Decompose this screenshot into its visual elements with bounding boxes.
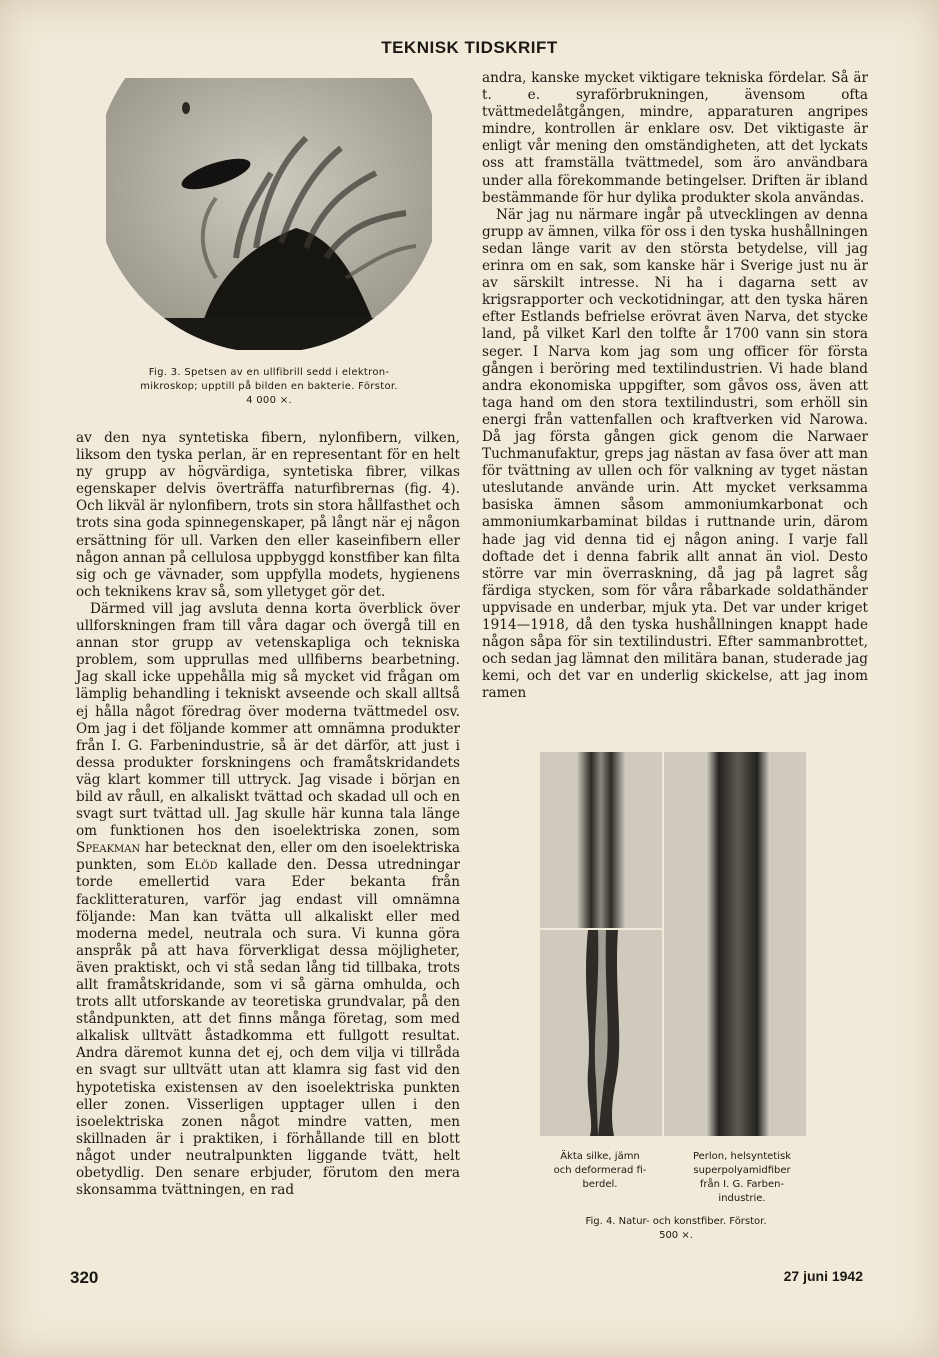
- left-column: [76, 430, 460, 1199]
- figure-3-caption-line: mikroskop; upptill på bilden en bakterie. Förstor.: [140, 381, 398, 392]
- author-name-speakman: Speakman: [76, 840, 141, 857]
- figure-4-silk-caption: [536, 1150, 664, 1192]
- figure-3-caption-line: 4 000 ×.: [246, 395, 292, 406]
- paragraph: andra, kanske mycket viktigare tekniska fördelar. Så är t. e. syraförbrukningen, ävensom ofta tvättmedelåtgången, mindre, apparaturen angripes mindre, kontrollen är enklare osv. Det viktigaste är enligt vår mening den omständigheten, att det lyckats oss att framställa tvättmedel, som äro användbara under alla förekommande betingelser. Driften är ibland bestämmande för hur dylika produkter skola användas.: [482, 70, 868, 206]
- figure-3-caption-line: Fig. 3. Spetsen av en ullfibrill sedd i elektron-: [148, 367, 390, 378]
- paragraph: När jag nu närmare ingår på utvecklingen av denna grupp av ämnen, vilka för oss i den tyska hushållningen sedan länge varit av den största betydelse, vill jag erinra om en sak, som kanske här i Sverige just nu är av särskilt intresse. Ni ha i dagarna sett av krigsrapporter och veckotidningar, att den tyska hären efter Estlands befrielse erövrat även Narva, det stycke land, på vilket Karl den tolfte år 1700 vann sin stora seger. I Narva kom jag som ung officer för första gången i beröring med textilindustrien. Vi hade bland andra ekonomiska uppgifter, som gåvos oss, även att taga hand om den stora textilindustri, som erhöll sin energi från vattenfallen och kraftverken vid Narowa. Då jag första gången gick genom die Narwaer Tuchmanufaktur, greps jag nästan av fasa över att man för tvättning av ullen och för valkning av tyget nästan uteslutande använde urin. Att mycket verksamma basiska ämnen såsom ammoniumkarbonat och ammoniumkarbaminat bildas i ruttnande urin, därom hade jag vid denna tid ej någon aning. I varje fall doftade det i denna fabrik allt annat än viol. Desto större var min överraskning, då jag på lagret såg färdiga stycken, som för våra råbarkade soldathänder uppvisade en underbar, mjuk yta. Det var under kriget 1914—1918, då den tyska hushållningen knappt hade någon såpa för sin textilindustri. Efter sammanbrottet, och sedan jag lämnat den militära banan, studerade jag kemi, och det var en underlig skickelse, att jag inom ramen: [482, 206, 868, 702]
- figure-4-silk-even-photo: [540, 752, 662, 928]
- caption-line: superpolyamidfiber: [693, 1165, 791, 1176]
- caption-line: Äkta silke, jämn: [560, 1151, 640, 1162]
- issue-date: 27 juni 1942: [783, 1268, 863, 1284]
- figure-4-perlon-caption: [672, 1150, 812, 1206]
- caption-line: berdel.: [582, 1179, 618, 1190]
- figure-4-perlon-photo: [664, 752, 806, 1136]
- figure-4-silk-deformed-photo: [540, 930, 662, 1136]
- caption-line: 500 ×.: [659, 1230, 693, 1241]
- caption-line: industrie.: [718, 1193, 766, 1204]
- paragraph-text: kallade den. Dessa utredningar torde emellertid vara Eder bekanta från facklitteraturen, varför jag endast vill omnämna följande: Man kan tvätta ull alkaliskt eller med moderna medel, neutrala och sura. Vi kunna göra anspråk på att hava förverkligat dessa möjligheter, även praktiskt, och vi stå sedan lång tid tillbaka, trots allt framåtskridande, som vi så gärna omhulda, och trots allt utforskande av teoretiska grundvalar, på den ståndpunkten, att det finns många företag, som med alkalisk ulltvätt åstadkomma ett fullgott resultat. Andra däremot kunna det ej, och dem vilja vi tillråda en svagt sur ulltvätt utan att klamra sig fast vid den hypotetiska existensen av den isoelektriska punkten eller zonen. Visserligen upptager ullen i den isoelektriska zonen något mindre vatten, men skillnaden är i praktiken, i förhållande till en blott något under neutralpunkten liggande tvätt, helt obetydlig. Den senare erbjuder, förutom den mera skonsamma tvättningen, en rad: [76, 857, 460, 1199]
- paragraph-text: Därmed vill jag avsluta denna korta överblick över ullforskningen fram till våra dagar och övergå till en annan stor grupp av vetenskapliga och tekniska problem, som upprullas med ullfiberns bearbetning. Jag skall icke uppehålla mig så mycket vid frågan om lämplig behandling i tekniskt avseende och skall alltså ej hålla något föredrag över moderna tvättmedel osv. Om jag i det följande kommer att omnämna produkter från I. G. Farbenindustrie, så är det därför, att just i dessa produkter forskningens och framåtskridandets väg klart kommer till uttryck. Jag visade i början en bild av råull, en alkaliskt tvättad och skadad ull och en svagt surt tvättad ull. Jag skulle här kunna tala länge om funktionen hos den isoelektriska zonen, som: [76, 600, 460, 840]
- caption-line: Perlon, helsyntetisk: [692, 1151, 792, 1162]
- caption-line: Fig. 4. Natur- och konstfiber. Förstor.: [585, 1216, 767, 1227]
- journal-title: TEKNISK TIDSKRIFT: [381, 38, 558, 57]
- figure-3-micrograph: [106, 78, 432, 350]
- caption-line: och deformerad fi-: [553, 1165, 647, 1176]
- paragraph: av den nya syntetiska fibern, nylonfibern, vilken, liksom den tyska perlan, är en representant för en helt ny grupp av högvärdiga, syntetiska fibrer, vilkas egenskaper delvis överträffa naturfibrernas (fig. 4). Och likväl är nylonfibern, trots sin stora hållfasthet och trots sina goda spinnegenskaper, på långt när ej någon ersättning för ull. Varken den eller kaseinfibern eller någon annan på cellulosa uppbyggd konstfiber kan filta sig och ge vävnader, som uppfylla modets, hygienens och teknikens krav så, som ylletyget gör det.: [76, 430, 460, 600]
- author-name-elod: Elöd: [184, 857, 218, 874]
- page-number: 320: [70, 1268, 99, 1287]
- right-column: [482, 70, 868, 702]
- paragraph-text: har betecknat den, eller om den isoelektriska punkten, som: [76, 840, 460, 874]
- paragraph: [76, 601, 460, 1199]
- figure-4-caption: [536, 1215, 816, 1243]
- figure-3-caption: [104, 366, 434, 408]
- caption-line: från I. G. Farben-: [699, 1179, 785, 1190]
